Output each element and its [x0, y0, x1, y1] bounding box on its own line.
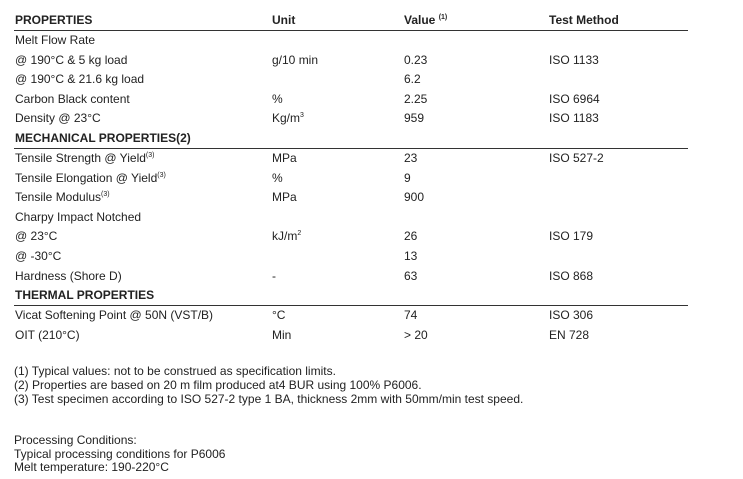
property-method: ISO 868	[549, 268, 594, 283]
property-method: ISO 527-2	[549, 150, 604, 165]
unit-text: Kg/m	[272, 111, 301, 126]
table-row	[14, 51, 688, 71]
header-value	[404, 11, 447, 30]
property-method: EN 728	[549, 327, 590, 342]
table-row	[14, 149, 688, 169]
properties-table	[14, 11, 688, 345]
header-value-label: Value	[404, 13, 436, 27]
name-text: Tensile Modulus	[15, 190, 102, 205]
table-row	[14, 267, 688, 287]
unit-text: kJ/m	[272, 229, 298, 244]
property-name	[15, 149, 154, 169]
section-title: THERMAL PROPERTIES	[15, 288, 155, 303]
property-name: OIT (210°C)	[15, 327, 80, 342]
property-unit: %	[272, 170, 283, 185]
property-unit: °C	[272, 308, 286, 323]
property-value: 23	[404, 150, 418, 165]
property-name: @ 23°C	[15, 229, 58, 244]
table-row	[14, 247, 688, 267]
processing-conditions	[14, 434, 225, 475]
property-method: ISO 306	[549, 308, 594, 323]
property-name: @ -30°C	[15, 248, 62, 263]
name-text: Tensile Strength @ Yield	[15, 150, 146, 165]
property-name	[15, 188, 110, 208]
name-text: Tensile Elongation @ Yield	[15, 170, 158, 185]
property-unit: -	[272, 268, 276, 283]
property-value: 13	[404, 248, 418, 263]
thermal-section-header	[14, 286, 688, 306]
property-value: 6.2	[404, 72, 421, 87]
unit-superscript: 2	[297, 230, 302, 238]
property-unit: g/10 min	[272, 52, 319, 67]
property-value: > 20	[404, 327, 428, 342]
footnote-ref: (3)	[145, 151, 155, 159]
table-row	[14, 208, 688, 228]
footnote-ref: (3)	[101, 191, 110, 199]
property-value: 900	[404, 190, 425, 205]
property-value: 2.25	[404, 91, 428, 106]
table-header-row	[14, 11, 688, 31]
property-name: @ 190°C & 21.6 kg load	[15, 72, 145, 87]
footnote-2: (2) Properties are based on 20 m film produced at4 BUR using 100% P6006.	[14, 378, 422, 392]
footnote-3: (3) Test specimen according to ISO 527-2 type 1 BA, thickness 2mm with 50mm/min test speed.	[14, 392, 524, 406]
property-name	[15, 169, 166, 189]
property-name: Melt Flow Rate	[15, 33, 96, 47]
property-name: Charpy Impact Notched	[15, 209, 142, 224]
table-row	[14, 227, 688, 247]
property-name: Vicat Softening Point @ 50N (VST/B)	[15, 308, 214, 323]
property-unit: Min	[272, 327, 292, 342]
property-value: 0.23	[404, 52, 428, 67]
property-value: 9	[404, 170, 411, 185]
header-properties: PROPERTIES	[15, 13, 93, 27]
property-value: 74	[404, 308, 418, 323]
property-unit: MPa	[272, 190, 297, 205]
section-title: MECHANICAL PROPERTIES(2)	[15, 130, 191, 145]
processing-line-1: Typical processing conditions for P6006	[14, 446, 226, 461]
property-method: ISO 179	[549, 229, 594, 244]
table-row	[14, 90, 688, 110]
footnote-1: (1) Typical values: not to be construed as specification limits.	[14, 364, 336, 378]
table-row	[14, 306, 688, 326]
table-row	[14, 326, 688, 346]
property-unit: %	[272, 91, 283, 106]
table-row	[14, 169, 688, 189]
table-row	[14, 31, 688, 51]
property-value: 959	[404, 111, 425, 126]
property-name: Hardness (Shore D)	[15, 268, 122, 283]
property-method: ISO 6964	[549, 91, 600, 106]
footnote-ref: (3)	[157, 171, 166, 179]
header-unit: Unit	[272, 13, 296, 27]
property-unit	[272, 227, 301, 247]
processing-line-2: Melt temperature: 190-220°C	[14, 460, 169, 474]
table-row	[14, 109, 688, 129]
mechanical-section-header	[14, 129, 688, 149]
property-unit: MPa	[272, 150, 297, 165]
property-unit	[272, 109, 304, 129]
property-value: 63	[404, 268, 418, 283]
property-value: 26	[404, 229, 418, 244]
property-method: ISO 1183	[549, 111, 599, 126]
property-name: Density @ 23°C	[15, 111, 101, 126]
table-row	[14, 188, 688, 208]
header-value-footnote: (1)	[438, 14, 448, 21]
property-name: @ 190°C & 5 kg load	[15, 52, 128, 67]
processing-title: Processing Conditions:	[14, 433, 137, 447]
unit-superscript: 3	[300, 112, 304, 120]
footnotes	[14, 364, 523, 406]
header-test-method: Test Method	[549, 13, 619, 27]
property-method: ISO 1133	[549, 52, 599, 67]
property-name: Carbon Black content	[15, 91, 130, 106]
table-row	[14, 70, 688, 90]
